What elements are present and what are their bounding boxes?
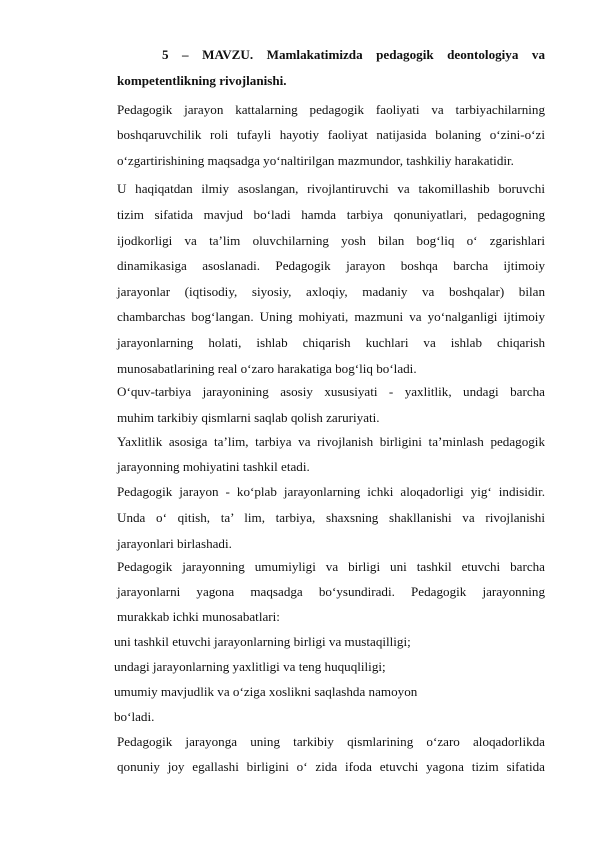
heading-line-2: kompetentlikning rivojlanishi. xyxy=(117,73,287,88)
paragraph-line: jarayonlari birlashadi. xyxy=(117,536,232,551)
paragraph-line: jarayonlar (iqtisodiy, siyosiy, axloqiy, madaniy va boshqalar) bilan xyxy=(117,284,545,299)
paragraph-line: jarayonlarni yagona maqsadga bo‘ysundiradi. Pedagogik jarayonning xyxy=(117,584,545,599)
list-line: uni tashkil etuvchi jarayonlarning birligi va mustaqilligi; xyxy=(114,634,411,649)
paragraph-line: muhim tarkibiy qismlarni saqlab qolish zaruriyati. xyxy=(117,410,380,425)
paragraph-line: jarayonning mohiyatini tashkil etadi. xyxy=(117,459,310,474)
list-line: bo‘ladi. xyxy=(114,709,155,724)
paragraph-line: jarayonlarning holati, ishlab chiqarish kuchlari va ishlab chiqarish xyxy=(117,335,545,350)
paragraph-line: dinamikasiga asoslanadi. Pedagogik jarayon boshqa barcha ijtimoiy xyxy=(117,258,545,273)
paragraph-line: boshqaruvchilik roli tufayli hayotiy faoliyat natijasida bolaning o‘zini-o‘zi xyxy=(117,127,545,142)
paragraph-line: qonuniy joy egallashi birligini o‘ zida ifoda etuvchi yagona tizim sifatida xyxy=(117,759,545,774)
paragraph-line: Pedagogik jarayonning umumiyligi va birligi uni tashkil etuvchi barcha xyxy=(117,559,545,574)
paragraph-line: Pedagogik jarayonga uning tarkibiy qismlarining o‘zaro aloqadorlikda xyxy=(117,734,545,749)
paragraph-line: U haqiqatdan ilmiy asoslangan, rivojlantiruvchi va takomillashib boruvchi xyxy=(117,181,545,196)
paragraph-line: O‘quv-tarbiya jarayonining asosiy xususiyati - yaxlitlik, undagi barcha xyxy=(117,384,545,399)
paragraph-line: ijodkorligi va ta’lim oluvchilarning yosh bilan bog‘liq o‘ zgarishlari xyxy=(117,233,545,248)
paragraph-line: munosabatlarining real o‘zaro harakatiga bog‘liq bo‘ladi. xyxy=(117,361,417,376)
list-line: umumiy mavjudlik va o‘ziga xoslikni saqlashda namoyon xyxy=(114,684,418,699)
paragraph-line: o‘zgartirishining maqsadga yo‘naltirilgan mazmundor, tashkiliy harakatidir. xyxy=(117,153,514,168)
heading-line-1: 5 – MAVZU. Mamlakatimizda pedagogik deontologiya va xyxy=(162,47,545,62)
paragraph-line: Pedagogik jarayon - ko‘plab jarayonlarning ichki aloqadorligi yig‘ indisidir. xyxy=(117,484,545,499)
paragraph-line: Pedagogik jarayon kattalarning pedagogik faoliyati va tarbiyachilarning xyxy=(117,102,545,117)
paragraph-line: Yaxlitlik asosiga ta’lim, tarbiya va rivojlanish birligini ta’minlash pedagogik xyxy=(117,434,545,449)
paragraph-line: murakkab ichki munosabatlari: xyxy=(117,609,280,624)
paragraph-line: tizim sifatida mavjud bo‘ladi hamda tarbiya qonuniyatlari, pedagogning xyxy=(117,207,545,222)
list-line: undagi jarayonlarning yaxlitligi va teng huquqliligi; xyxy=(114,659,386,674)
paragraph-line: chambarchas bog‘langan. Uning mohiyati, mazmuni va yo‘nalganligi ijtimoiy xyxy=(117,309,545,324)
paragraph-line: Unda o‘ qitish, ta’ lim, tarbiya, shaxsning shakllanishi va rivojlanishi xyxy=(117,510,545,525)
